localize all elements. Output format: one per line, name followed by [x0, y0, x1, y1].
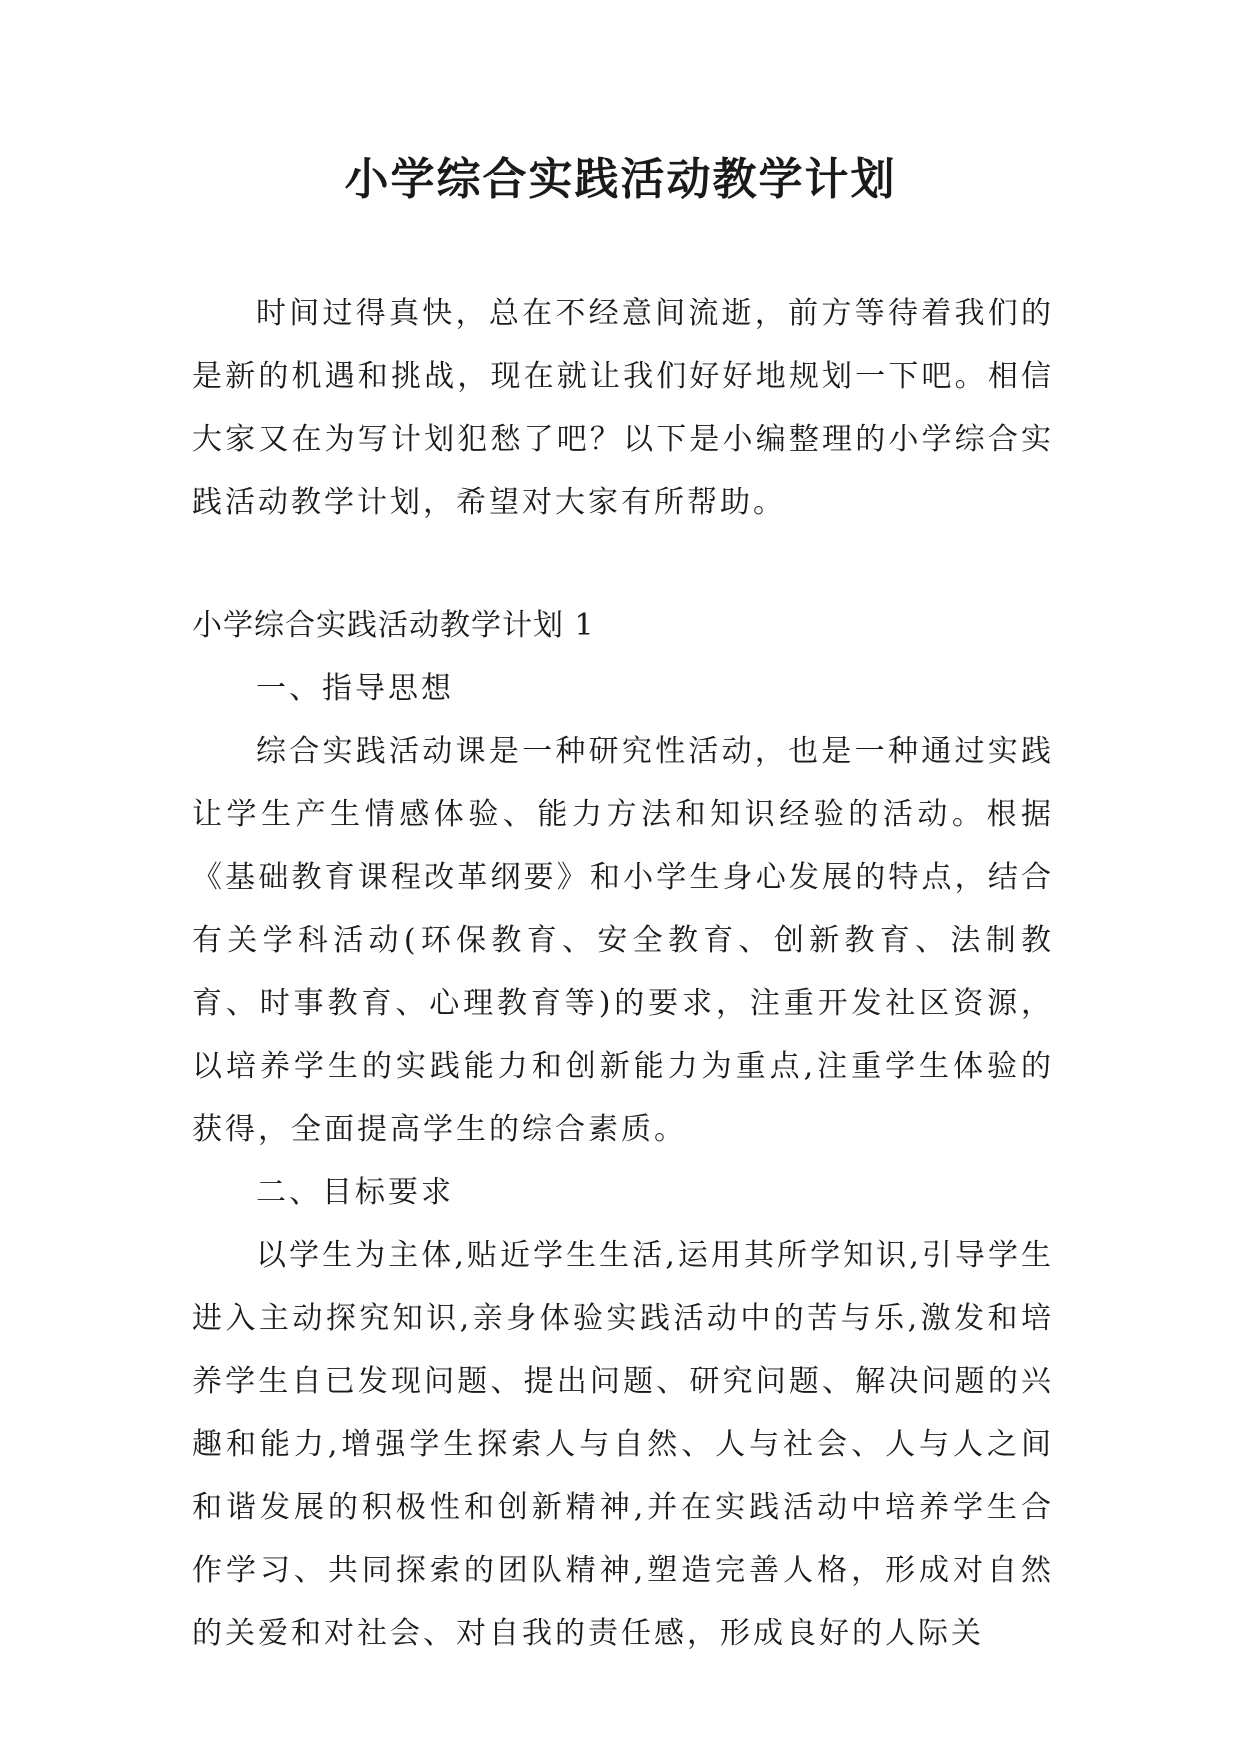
paragraph-guiding-ideology: 综合实践活动课是一种研究性活动，也是一种通过实践让学生产生情感体验、能力方法和知识经验的活动。根据《基础教育课程改革纲要》和小学生身心发展的特点，结合有关学科活动(环保教育、安全教育、创新教育、法制教育、时事教育、心理教育等)的要求，注重开发社区资源，以培养学生的实践能力和创新能力为重点,注重学生体验的获得，全面提高学生的综合素质。	[192, 734, 1054, 1147]
section-title: 小学综合实践活动教学计划 1	[192, 608, 595, 643]
heading-goals: 二、目标要求	[256, 1175, 454, 1210]
paragraph-goals: 以学生为主体,贴近学生生活,运用其所学知识,引导学生进入主动探究知识,亲身体验实践活动中的苦与乐,激发和培养学生自已发现问题、提出问题、研究问题、解决问题的兴趣和能力,增强学生探索人与自然、人与社会、人与人之间和谐发展的积极性和创新精神,并在实践活动中培养学生合作学习、共同探索的团队精神,塑造完善人格，形成对自然的关爱和对社会、对自我的责任感，形成良好的人际关	[192, 1238, 1054, 1651]
document-body	[192, 282, 1054, 1665]
intro-paragraph: 时间过得真快，总在不经意间流逝，前方等待着我们的是新的机遇和挑战，现在就让我们好好地规划一下吧。相信大家又在为写计划犯愁了吧？以下是小编整理的小学综合实践活动教学计划，希望对大家有所帮助。	[192, 296, 1054, 520]
heading-guiding-ideology: 一、指导思想	[256, 671, 454, 706]
document-title: 小学综合实践活动教学计划	[344, 154, 897, 205]
